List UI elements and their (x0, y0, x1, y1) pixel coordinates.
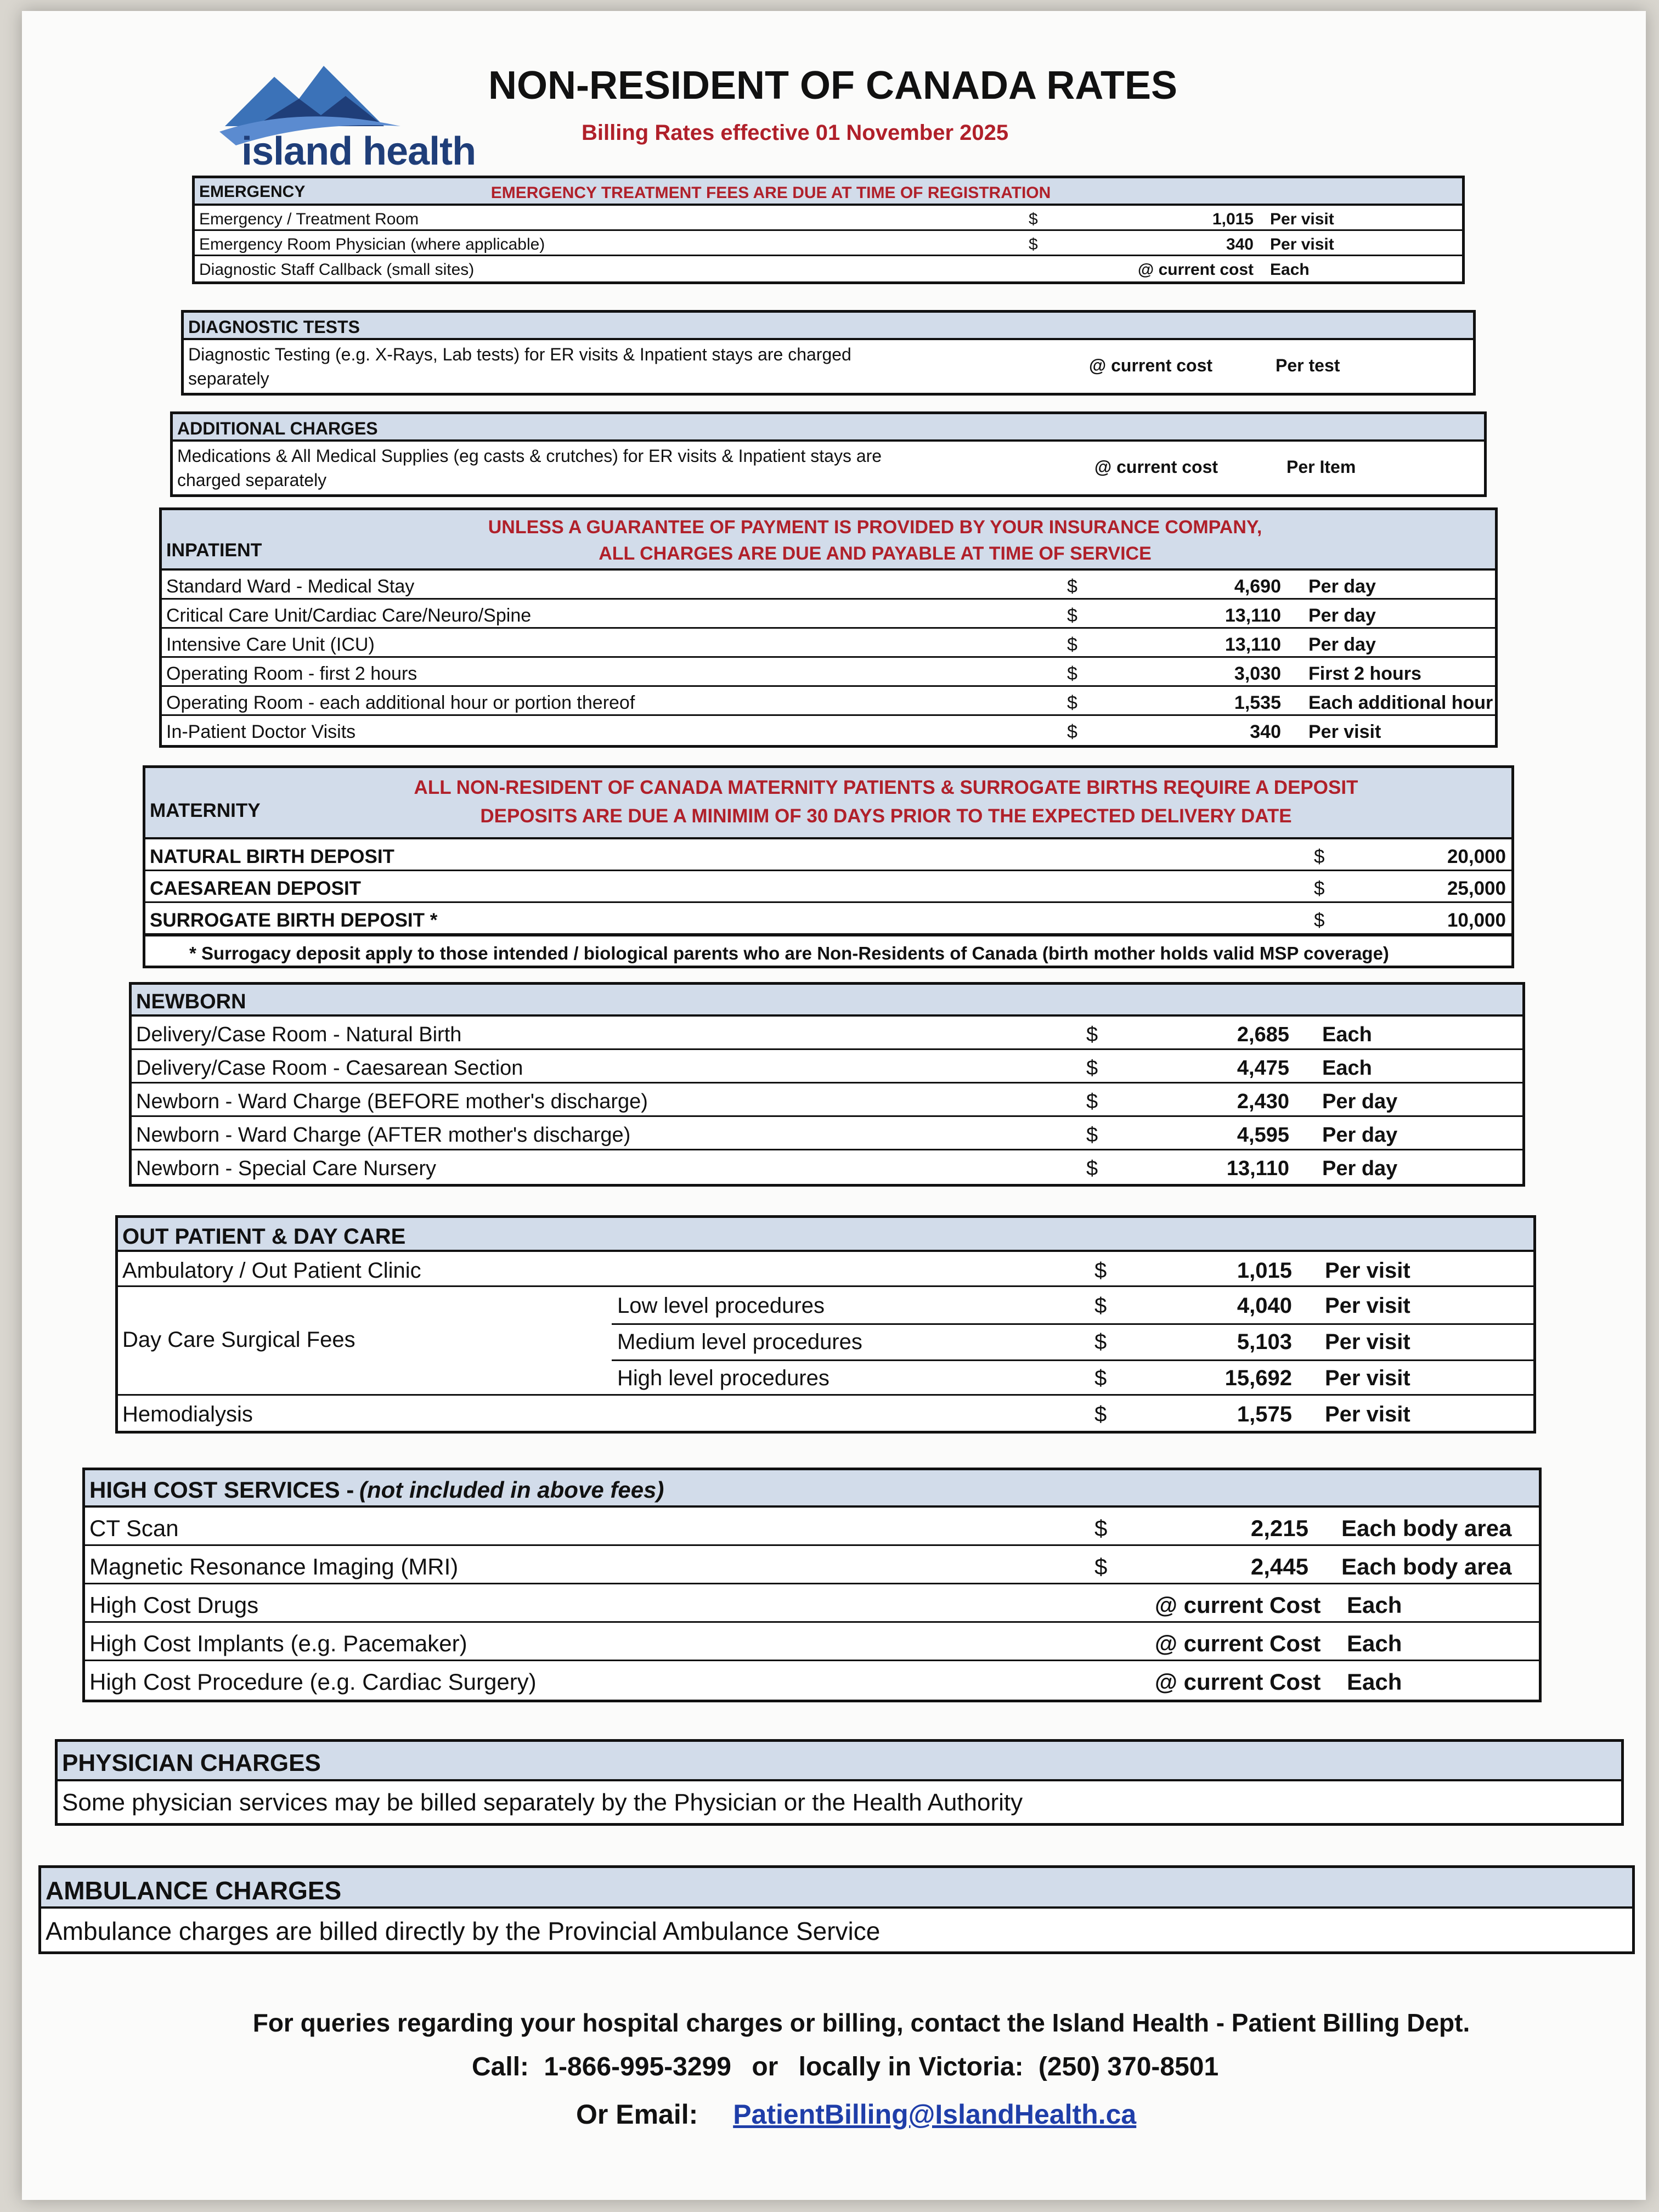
table-row: In-Patient Doctor Visits $ 340 Per visit (166, 721, 1381, 742)
inpatient-header: INPATIENT UNLESS A GUARANTEE OF PAYMENT IS PROVIDED BY YOUR INSURANCE COMPANY, ALL CHARGES ARE DUE AND PAYABLE AT TIME OF SERVICE (162, 510, 1495, 571)
daycare-group (118, 1287, 1533, 1396)
newborn-header: NEWBORN (132, 985, 1522, 1017)
page-title: NON-RESIDENT OF CANADA RATES (488, 64, 1177, 108)
additional-header: ADDITIONAL CHARGES (173, 414, 1484, 442)
table-row: Emergency Room Physician (where applicable) $ 340 Per visit (195, 231, 1462, 256)
ambulance-header: AMBULANCE CHARGES (41, 1868, 1632, 1909)
ambulance-charges-section (38, 1865, 1635, 1954)
table-row: High Cost Implants (e.g. Pacemaker) @ current Cost Each (85, 1623, 1539, 1661)
table-row: CT Scan $ 2,215 Each body area (85, 1508, 1539, 1546)
table-row: Delivery/Case Room - Natural Birth $ 2,685 Each (132, 1017, 1522, 1050)
phone-number-toll-free[interactable]: 1-866-995-3299 (544, 2052, 731, 2081)
rate-sheet (22, 11, 1646, 2200)
table-row: Critical Care Unit/Cardiac Care/Neuro/Spine $ 13,110 Per day (162, 600, 1495, 629)
footer-query-line: For queries regarding your hospital charges or billing, contact the Island Health - Patient Billing Dept. (252, 2008, 1470, 2037)
table-row: Medium level procedures $ 5,103 Per visit (612, 1323, 1533, 1361)
daycare-label: Day Care Surgical Fees (122, 1328, 356, 1352)
table-row: High level procedures $ 15,692 Per visit (617, 1366, 1410, 1390)
email-link[interactable]: PatientBilling@IslandHealth.ca (733, 2099, 1137, 2130)
footer-call-line: Call: 1-866-995-3299 or locally in Victoria: (250) 370-8501 (472, 2052, 1219, 2081)
table-row: Intensive Care Unit (ICU) $ 13,110 Per day (162, 629, 1495, 658)
phone-number-local[interactable]: (250) 370-8501 (1038, 2052, 1219, 2081)
table-row: Ambulance charges are billed directly by the Provincial Ambulance Service (46, 1917, 881, 1945)
emergency-title: EMERGENCY (199, 183, 306, 201)
high-cost-header: HIGH COST SERVICES - (not included in above fees) (85, 1470, 1539, 1508)
diagnostic-header: DIAGNOSTIC TESTS (184, 313, 1473, 340)
table-row: Delivery/Case Room - Caesarean Section $ 4,475 Each (132, 1050, 1522, 1084)
table-row: Newborn - Ward Charge (BEFORE mother's discharge) $ 2,430 Per day (132, 1084, 1522, 1117)
table-row: Diagnostic Testing (e.g. X-Rays, Lab tests) for ER visits & Inpatient stays are charged separately @ current cost Per test (188, 345, 1340, 388)
newborn-section (129, 982, 1525, 1187)
high-cost-header-note: (not included in above fees) (359, 1477, 664, 1503)
table-row: CAESAREAN DEPOSIT $ 25,000 (145, 871, 1511, 903)
physician-charges-section (55, 1739, 1624, 1826)
page-subtitle: Billing Rates effective 01 November 2025 (582, 121, 1009, 145)
table-row: SURROGATE BIRTH DEPOSIT * $ 10,000 (145, 903, 1511, 935)
outpatient-header: OUT PATIENT & DAY CARE (118, 1218, 1533, 1252)
additional-charges-section (170, 411, 1487, 497)
high-cost-section (82, 1468, 1542, 1702)
physician-header: PHYSICIAN CHARGES (58, 1742, 1621, 1781)
table-row: Diagnostic Staff Callback (small sites) @ current cost Each (199, 261, 1310, 279)
table-row: Medications & All Medical Supplies (eg casts & crutches) for ER visits & Inpatient stays are charged separately @ current cost Per Item (177, 446, 1356, 490)
table-row: NATURAL BIRTH DEPOSIT $ 20,000 (145, 839, 1511, 871)
maternity-footnote: * Surrogacy deposit apply to those intended / biological parents who are Non-Residents of Canada (birth mother holds valid MSP coverage) (189, 943, 1389, 963)
table-row: Emergency / Treatment Room $ 1,015 Per visit (195, 206, 1462, 231)
table-row: Magnetic Resonance Imaging (MRI) $ 2,445 Each body area (85, 1546, 1539, 1584)
maternity-footnote-row (145, 935, 1511, 966)
outpatient-section (115, 1215, 1536, 1434)
table-row: Ambulatory / Out Patient Clinic $ 1,015 Per visit (118, 1252, 1533, 1287)
table-row: High Cost Drugs @ current Cost Each (85, 1584, 1539, 1623)
table-row: Operating Room - each additional hour or portion thereof $ 1,535 Each additional hour (162, 687, 1495, 716)
table-row: Newborn - Special Care Nursery $ 13,110 Per day (136, 1157, 1398, 1180)
emergency-section (192, 176, 1465, 284)
table-row: Operating Room - first 2 hours $ 3,030 First 2 hours (162, 658, 1495, 687)
maternity-header: MATERNITY ALL NON-RESIDENT OF CANADA MATERNITY PATIENTS & SURROGATE BIRTHS REQUIRE A DEPOSIT DEPOSITS ARE DUE A MINIMIM OF 30 DAYS PRIOR TO THE EXPECTED DELIVERY DATE (145, 768, 1511, 839)
table-row: High Cost Procedure (e.g. Cardiac Surgery) @ current Cost Each (89, 1669, 1402, 1695)
diagnostic-section (181, 310, 1476, 396)
logo-wordmark: island health (241, 129, 476, 173)
table-row: Low level procedures $ 4,040 Per visit (612, 1287, 1533, 1325)
emergency-note: EMERGENCY TREATMENT FEES ARE DUE AT TIME OF REGISTRATION (490, 184, 1051, 202)
table-row: Some physician services may be billed separately by the Physician or the Health Authority (62, 1789, 1023, 1816)
table-row: Newborn - Ward Charge (AFTER mother's discharge) $ 4,595 Per day (132, 1117, 1522, 1150)
emergency-header (195, 178, 1462, 206)
table-row: Hemodialysis $ 1,575 Per visit (122, 1402, 1410, 1426)
footer-email-line: Or Email: PatientBilling@IslandHealth.ca (576, 2099, 1137, 2130)
inpatient-section (159, 507, 1498, 748)
maternity-section (143, 765, 1514, 968)
table-row: Standard Ward - Medical Stay $ 4,690 Per day (162, 571, 1495, 600)
